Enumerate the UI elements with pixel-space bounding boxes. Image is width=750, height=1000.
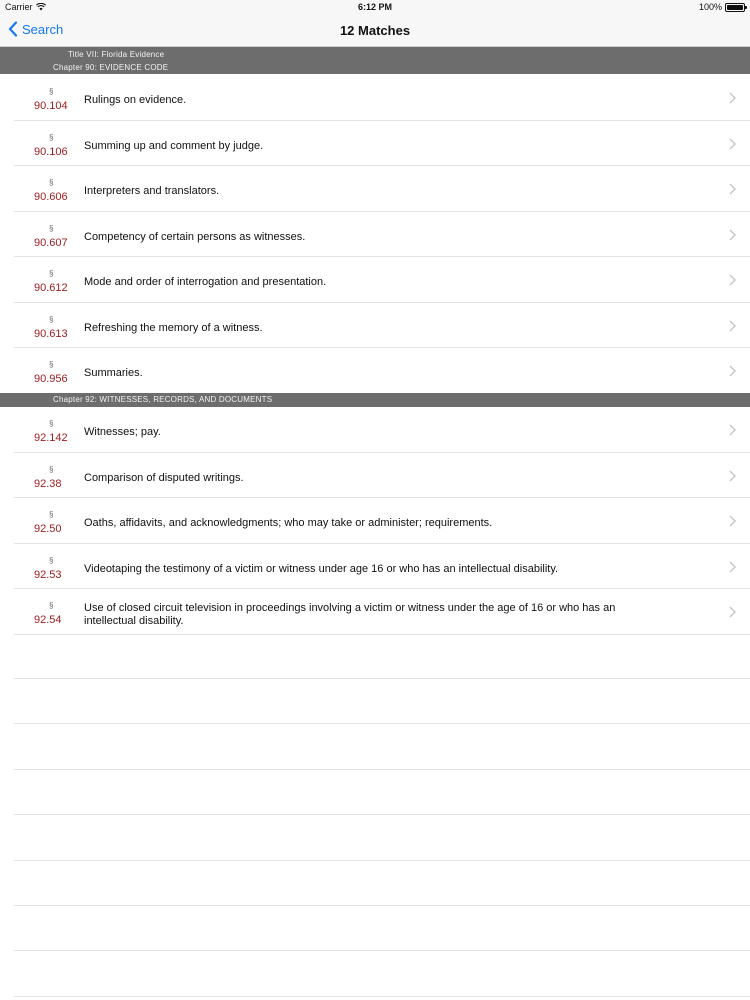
section-heading: Competency of certain persons as witnesses.	[84, 230, 306, 243]
section-number: 92.142	[34, 432, 68, 444]
list-item[interactable]	[14, 75, 750, 121]
chevron-right-icon	[729, 320, 736, 332]
separator	[14, 950, 750, 951]
section-heading: Comparison of disputed writings.	[84, 471, 244, 484]
section-heading: Refreshing the memory of a witness.	[84, 321, 263, 334]
section-number: 90.106	[34, 145, 68, 158]
section-heading: Interpreters and translators.	[84, 185, 220, 197]
section-symbol: §	[49, 360, 54, 369]
section-number: 92.53	[34, 568, 62, 581]
section-symbol: §	[49, 419, 54, 428]
section-symbol: §	[49, 510, 54, 519]
section-heading: Videotaping the testimony of a victim or witness under age 16 or who has an intellectual disability.	[84, 562, 559, 575]
section-number: 92.50	[34, 523, 62, 535]
chevron-right-icon	[729, 515, 736, 527]
section-heading: Mode and order of interrogation and presentation.	[84, 276, 327, 288]
section-symbol: §	[49, 178, 54, 187]
section-symbol: §	[49, 87, 54, 96]
chevron-right-icon	[729, 365, 736, 377]
section-symbol: §	[49, 269, 54, 278]
separator	[14, 769, 750, 770]
separator	[14, 723, 750, 724]
chevron-right-icon	[729, 470, 736, 482]
chevron-right-icon	[729, 92, 736, 104]
chevron-right-icon	[729, 606, 736, 618]
section-number: 90.612	[34, 282, 68, 294]
section-header-chapter-92	[0, 393, 750, 407]
section-heading: Summing up and comment by judge.	[84, 139, 264, 152]
separator	[14, 814, 750, 815]
clock: 6:12 PM	[357, 2, 392, 12]
section-number: 90.606	[34, 191, 68, 203]
status-bar	[0, 0, 750, 14]
section-heading: Witnesses; pay.	[84, 426, 161, 438]
chevron-right-icon	[729, 138, 736, 150]
carrier-label: Carrier	[5, 2, 33, 12]
section-symbol: §	[49, 223, 54, 233]
chapter-line: Chapter 90: EVIDENCE CODE	[53, 63, 169, 72]
list-item[interactable]	[14, 498, 750, 544]
list-item[interactable]	[14, 589, 750, 635]
list-item[interactable]	[14, 121, 750, 167]
list-item[interactable]	[14, 544, 750, 590]
section-symbol: §	[49, 464, 54, 474]
section-number: 92.54	[34, 614, 62, 626]
section-heading: Oaths, affidavits, and acknowledgments; who may take or administer; requirements.	[84, 517, 493, 529]
chevron-right-icon	[729, 229, 736, 241]
section-number: 90.613	[34, 327, 68, 340]
section-symbol: §	[49, 601, 54, 610]
separator	[14, 996, 750, 997]
list-item[interactable]	[14, 257, 750, 303]
chevron-right-icon	[729, 424, 736, 436]
section-heading: Use of closed circuit television in proceedings involving a victim or witness under the age of 16 or who has an intellectual disability.	[84, 602, 616, 627]
section-symbol: §	[49, 555, 54, 565]
section-number: 92.38	[34, 477, 62, 490]
section-symbol: §	[49, 132, 54, 142]
page-title: 12 Matches	[339, 23, 411, 38]
list-item[interactable]	[14, 303, 750, 349]
section-heading: Summaries.	[84, 367, 143, 379]
section-number: 90.607	[34, 236, 68, 249]
section-number: 90.104	[34, 100, 68, 112]
list-item[interactable]	[14, 166, 750, 212]
section-header-chapter-90	[0, 47, 750, 74]
list-item[interactable]	[14, 453, 750, 499]
chevron-right-icon	[729, 183, 736, 195]
battery-indicator	[699, 2, 745, 12]
section-symbol: §	[49, 314, 54, 324]
section-number: 90.956	[34, 373, 68, 385]
title-line: Title VII: Florida Evidence	[68, 50, 165, 59]
back-button-label: Search	[22, 21, 64, 37]
separator	[14, 678, 750, 679]
chapter-line: Chapter 92: WITNESSES, RECORDS, AND DOCUMENTS	[53, 395, 273, 404]
separator	[14, 905, 750, 906]
battery-percent: 100%	[698, 2, 722, 12]
chevron-right-icon	[729, 274, 736, 286]
section-heading: Rulings on evidence.	[84, 94, 187, 106]
chevron-right-icon	[729, 561, 736, 573]
list-item[interactable]	[14, 348, 750, 394]
list-item[interactable]	[14, 212, 750, 258]
separator	[14, 860, 750, 861]
section-list-chapter-92	[0, 407, 750, 635]
section-list-chapter-90	[0, 75, 750, 394]
list-item[interactable]	[14, 407, 750, 453]
battery-icon	[725, 3, 745, 12]
navigation-bar	[0, 14, 750, 47]
